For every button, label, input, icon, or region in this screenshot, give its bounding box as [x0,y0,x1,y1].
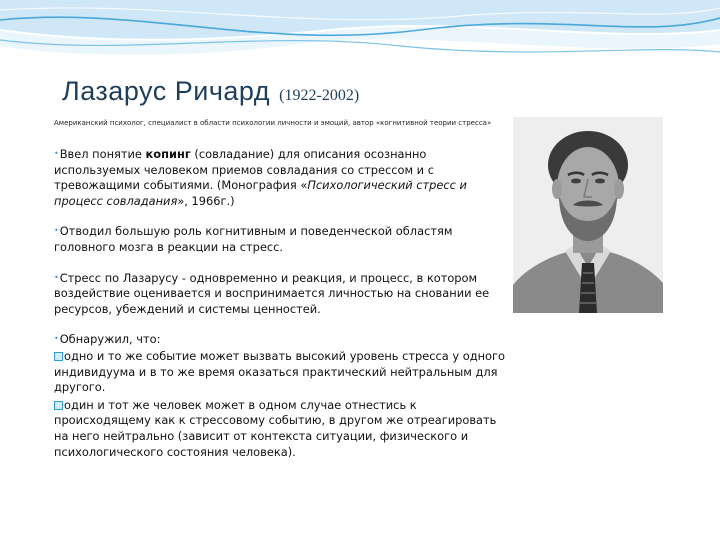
p3-text: Стресс по Лазарусу - одновременно и реакция, и процесс, в котором воздействие оценивается и воспринимается личностью на сновании ее ресурсов, убеждений и системы ценностей. [54,270,490,316]
bullet-icon: • [54,334,59,344]
sub-item-2 [54,398,506,460]
paragraph-stress [54,270,506,318]
p1-term-coping: копинг [145,147,191,161]
sub1-text: одно и то же событие может вызвать высокий уровень стресса у одного индивидуума и в то же время оказаться практический нейтральным для другого. [54,348,505,395]
sub-bullet-icon [54,352,63,361]
sub-bullet-icon [54,401,63,410]
life-years: (1922-2002) [279,87,360,104]
p1-text-e: », 1966г.) [177,193,235,208]
paragraph-brain [54,223,506,255]
title-row [62,76,359,107]
bullet-icon: • [54,149,59,158]
paragraph-coping [54,146,506,209]
p2-text: Отводил большую роль когнитивным и поведенческой областям головного мозга в реакции на стресс. [54,224,453,254]
portrait-photo [513,117,663,313]
bullet-icon: • [54,226,59,236]
content-body [54,146,506,462]
subtitle: Американский психолог, специалист в области психологии личности и эмоций, автор «когнитивной теории стресса» [54,119,492,127]
header-wave-decoration [0,0,720,80]
sub2-text: один и тот же человек может в одном случае отнестись к происходящему как к стрессовому событию, в другом же отреагировать на него нейтрально (зависит от контекста ситуации, физического и психологического состояния человека). [54,397,497,459]
paragraph-found [54,331,506,348]
page-title: Лазарус Ричард [62,76,271,106]
p4-text: Обнаружил, что: [59,332,161,347]
p1-text-a: Ввел понятие [59,147,146,161]
portrait-illustration [513,117,663,313]
sub-item-1 [54,349,506,396]
bullet-icon: • [54,272,59,282]
p1-monograph-title: Психологический стресс и процесс совладания [54,178,467,208]
p1-text-c: (совладание) для описания осознанно используемых человеком приемов совладания со стрессом и с тревожащими событиями. (Монография « [54,147,434,193]
